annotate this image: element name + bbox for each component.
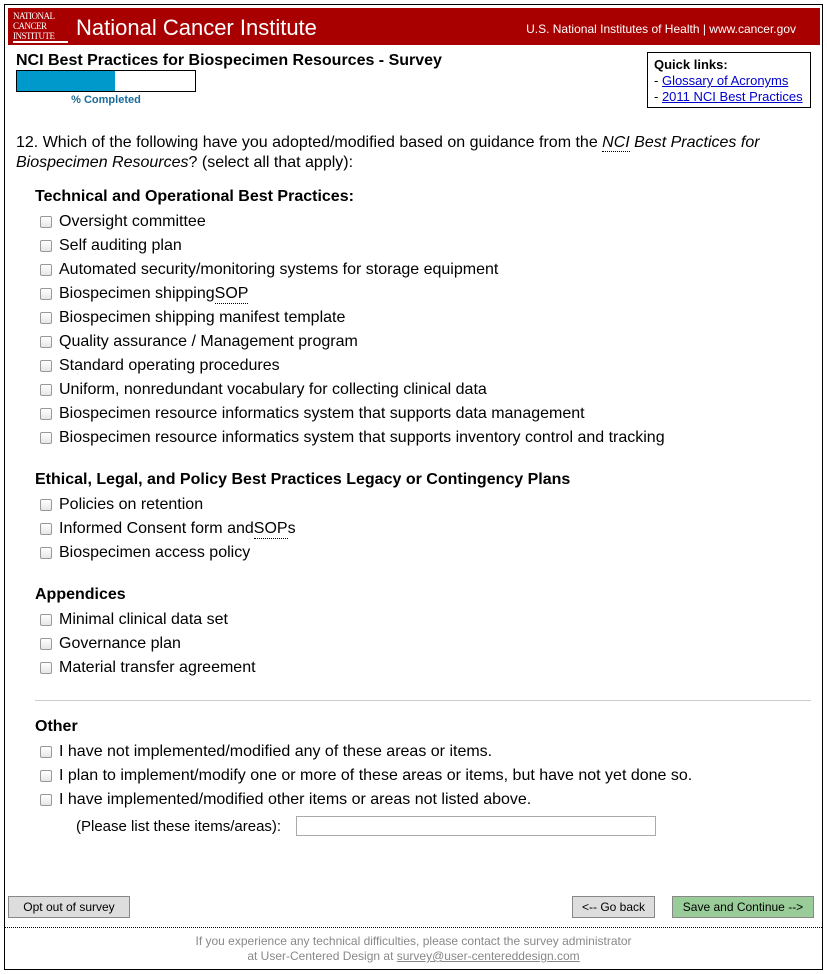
checkbox-option[interactable] — [40, 742, 492, 762]
checkbox-option[interactable] — [40, 356, 280, 376]
checkbox-option[interactable] — [40, 212, 206, 232]
checkbox[interactable] — [40, 216, 52, 228]
go-back-button[interactable]: <-- Go back — [572, 896, 655, 918]
question-post: ? (select all that apply): — [188, 154, 354, 171]
checkbox-option[interactable] — [40, 380, 487, 400]
section-heading: Ethical, Legal, and Policy Best Practices Legacy or Contingency Plans — [35, 471, 571, 488]
section-heading: Technical and Operational Best Practices: — [35, 188, 354, 205]
checkbox-option[interactable] — [40, 308, 345, 328]
checkbox-option[interactable] — [40, 543, 250, 563]
survey-title: NCI Best Practices for Biospecimen Resources - Survey — [16, 52, 442, 69]
footer — [0, 934, 827, 964]
section-heading: Appendices — [35, 586, 126, 603]
checkbox[interactable] — [40, 523, 52, 535]
footer-line1: If you experience any technical difficulties, please contact the survey administrator — [195, 934, 632, 948]
checkbox[interactable] — [40, 240, 52, 252]
option-label-pre: Uniform, nonredundant vocabulary for collecting clinical data — [59, 381, 487, 398]
option-label-pre: Biospecimen shipping manifest template — [59, 309, 346, 326]
option-label-pre: Material transfer agreement — [59, 659, 256, 676]
checkbox-option[interactable] — [40, 236, 182, 256]
option-label-pre: I have not implemented/modified any of these areas or items. — [59, 743, 493, 760]
option-label-pre: Informed Consent form and — [59, 520, 254, 537]
checkbox[interactable] — [40, 408, 52, 420]
option-label-pre: Minimal clinical data set — [59, 611, 228, 628]
question-abbr: NCI — [602, 134, 630, 151]
progress-label: % Completed — [71, 94, 141, 106]
checkbox[interactable] — [40, 770, 52, 782]
quick-links-box: Quick links: - Glossary of Acronyms - 2011 NCI Best Practices — [647, 52, 811, 108]
option-label-abbr: SOP — [253, 519, 288, 537]
other-items-input[interactable] — [296, 816, 656, 836]
checkbox[interactable] — [40, 312, 52, 324]
header-links[interactable]: U.S. National Institutes of Health | www.cancer.gov — [526, 22, 796, 36]
option-label-pre: Biospecimen shipping — [59, 285, 215, 302]
option-label-pre: Self auditing plan — [59, 237, 182, 254]
option-label-pre: Biospecimen resource informatics system that supports data management — [59, 405, 585, 422]
nci-logo: NATIONAL CANCER INSTITUTE — [13, 11, 68, 43]
glossary-link[interactable]: Glossary of Acronyms — [661, 73, 789, 88]
question-italic: Best Practices for Biospecimen Resources — [16, 134, 760, 171]
checkbox-option[interactable] — [40, 260, 498, 280]
checkbox-option[interactable] — [40, 610, 228, 630]
question-text — [16, 133, 776, 173]
checkbox[interactable] — [40, 547, 52, 559]
progress-fill — [17, 71, 115, 91]
checkbox[interactable] — [40, 432, 52, 444]
checkbox-option[interactable] — [40, 519, 296, 539]
checkbox[interactable] — [40, 360, 52, 372]
option-label-abbr: SOP — [214, 284, 249, 302]
section-divider — [35, 700, 811, 701]
checkbox[interactable] — [40, 384, 52, 396]
save-continue-button[interactable]: Save and Continue --> — [672, 896, 814, 918]
checkbox[interactable] — [40, 746, 52, 758]
checkbox[interactable] — [40, 662, 52, 674]
opt-out-button[interactable]: Opt out of survey — [8, 896, 130, 918]
support-email-link[interactable]: survey@user-centereddesign.com — [396, 949, 580, 963]
option-label-pre: Biospecimen access policy — [59, 544, 251, 561]
option-label-pre: Quality assurance / Management program — [59, 333, 358, 350]
section-heading: Other — [35, 718, 78, 735]
option-label-pre: Policies on retention — [59, 496, 204, 513]
checkbox-option[interactable] — [40, 634, 181, 654]
checkbox[interactable] — [40, 794, 52, 806]
option-label-pre: Standard operating procedures — [59, 357, 280, 374]
other-items-label: (Please list these items/areas): — [76, 818, 282, 835]
option-label-pre: Governance plan — [59, 635, 181, 652]
checkbox-option[interactable] — [40, 790, 531, 810]
checkbox[interactable] — [40, 336, 52, 348]
option-label-pre: Oversight committee — [59, 213, 206, 230]
checkbox[interactable] — [40, 638, 52, 650]
footer-line2: at User-Centered Design at — [247, 949, 397, 963]
option-label-pre: I have implemented/modified other items or areas not listed above. — [59, 791, 532, 808]
option-label-pre: Biospecimen resource informatics system that supports inventory control and tracking — [59, 429, 665, 446]
checkbox[interactable] — [40, 288, 52, 300]
best-practices-link[interactable]: 2011 NCI Best Practices — [661, 89, 803, 104]
checkbox-option[interactable] — [40, 495, 203, 515]
footer-divider — [5, 927, 822, 928]
checkbox-option[interactable] — [40, 404, 585, 424]
quick-links-title: Quick links: — [654, 57, 728, 72]
checkbox-option[interactable] — [40, 428, 665, 448]
checkbox-option[interactable] — [40, 658, 256, 678]
checkbox-option[interactable] — [40, 284, 248, 304]
checkbox[interactable] — [40, 614, 52, 626]
question-pre: 12. Which of the following have you adopted/modified based on guidance from the — [16, 134, 603, 151]
site-name: National Cancer Institute — [76, 15, 317, 40]
checkbox[interactable] — [40, 264, 52, 276]
checkbox-option[interactable] — [40, 766, 692, 786]
option-label-pre: Automated security/monitoring systems for storage equipment — [59, 261, 499, 278]
progress-bar — [16, 70, 196, 92]
checkbox[interactable] — [40, 499, 52, 511]
site-header — [8, 8, 820, 45]
option-label-pre: I plan to implement/modify one or more of these areas or items, but have not yet done so. — [59, 767, 693, 784]
checkbox-option[interactable] — [40, 332, 358, 352]
option-label-post: s — [287, 520, 296, 537]
